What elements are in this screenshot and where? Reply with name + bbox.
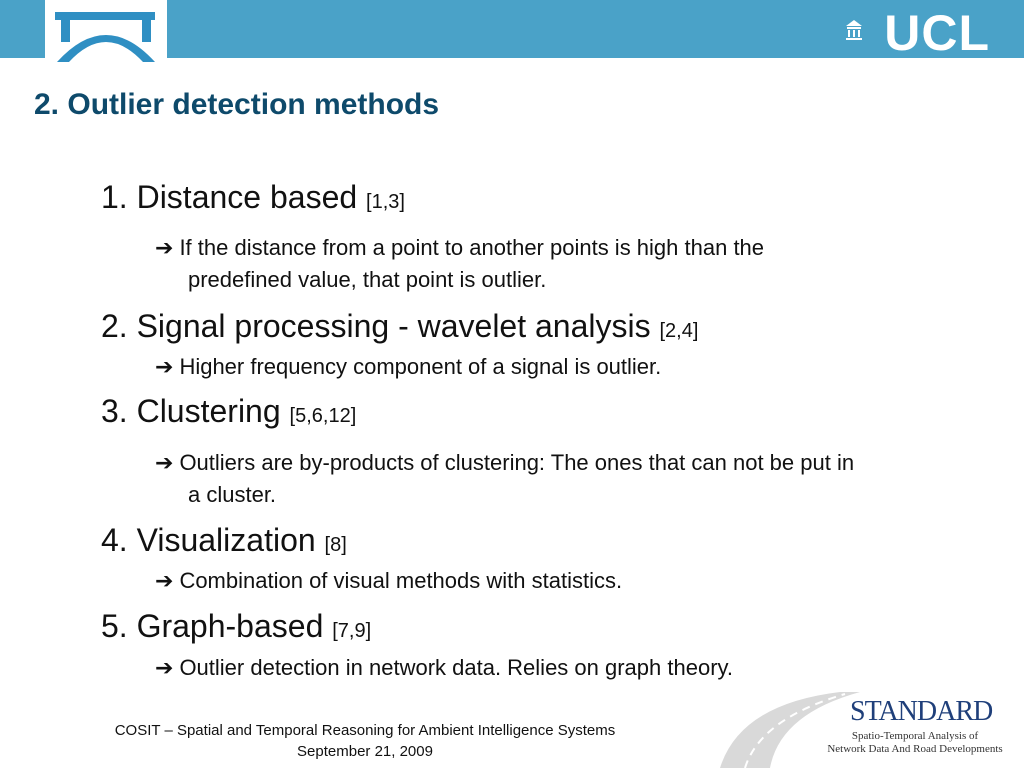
method-label: 4. Visualization	[101, 522, 316, 558]
method-label: 2. Signal processing - wavelet analysis	[101, 308, 651, 344]
bullet-text: Combination of visual methods with statistics.	[179, 568, 623, 593]
method-heading-distance	[101, 178, 405, 221]
bullet-text-continued: predefined value, that point is outlier.	[188, 267, 547, 292]
method-reference: [2,4]	[659, 320, 699, 342]
method-label: 1. Distance based	[101, 179, 358, 215]
bullet-text: Outliers are by-products of clustering: The ones that can not be put in	[179, 450, 855, 475]
arrow-right-icon: ➔	[155, 568, 174, 593]
arrow-right-icon: ➔	[155, 450, 174, 475]
method-bullet-visualization	[155, 565, 622, 597]
method-bullet-clustering	[155, 447, 854, 511]
bullet-text: Higher frequency component of a signal is outlier.	[179, 354, 662, 379]
method-reference: [5,6,12]	[289, 405, 357, 427]
standard-logo-text: STANDARD	[850, 696, 993, 727]
method-heading-signal	[101, 307, 698, 350]
method-reference: [1,3]	[366, 191, 405, 213]
method-bullet-distance	[155, 232, 764, 296]
standard-logo-subtitle	[810, 730, 1020, 756]
ucl-logo-text: UCL	[884, 5, 990, 61]
method-label: 5. Graph-based	[101, 608, 324, 644]
logo-subtitle-line1: Spatio-Temporal Analysis of	[851, 730, 979, 742]
slide-title: 2. Outlier detection methods	[34, 88, 440, 121]
bullet-text-continued: a cluster.	[188, 482, 277, 507]
arrow-right-icon: ➔	[155, 354, 174, 379]
method-heading-visualization	[101, 521, 347, 564]
footer-date: September 21, 2009	[297, 743, 433, 760]
method-label: 3. Clustering	[101, 393, 281, 429]
bullet-text: Outlier detection in network data. Relies on graph theory.	[179, 655, 734, 680]
footer-conference: COSIT – Spatial and Temporal Reasoning for Ambient Intelligence Systems	[114, 722, 616, 739]
arrow-right-icon: ➔	[155, 655, 174, 680]
method-reference: [8]	[324, 534, 347, 556]
bullet-text: If the distance from a point to another points is high than the	[179, 235, 765, 260]
method-bullet-graph	[155, 652, 733, 684]
method-bullet-signal	[155, 351, 661, 383]
logo-subtitle-line2: Network Data And Road Developments	[827, 743, 1003, 755]
method-heading-clustering	[101, 392, 356, 435]
arrow-right-icon: ➔	[155, 235, 174, 260]
slide-footer	[40, 720, 690, 762]
method-reference: [7,9]	[332, 620, 372, 642]
method-heading-graph	[101, 607, 371, 650]
